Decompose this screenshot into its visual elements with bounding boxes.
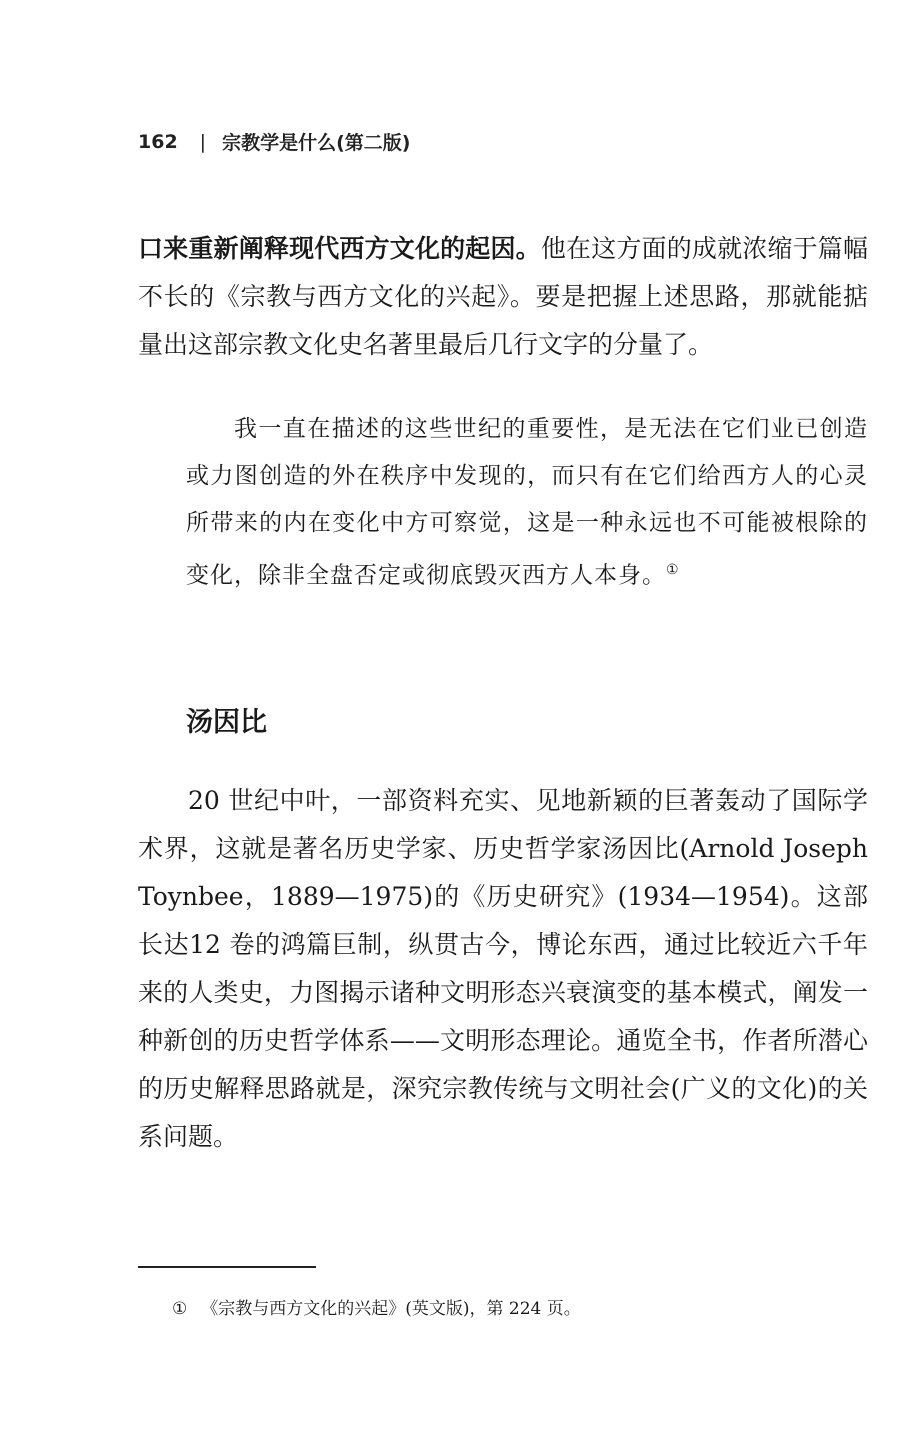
section-heading: 汤因比	[186, 707, 267, 738]
header-separator: |	[199, 130, 207, 153]
footnote-text: 《宗教与西方文化的兴起》(英文版)，第 224 页。	[201, 1299, 581, 1319]
body-paragraph-1	[138, 225, 868, 369]
block-quote	[186, 406, 868, 600]
page-number: 162	[138, 130, 178, 153]
running-header	[138, 128, 410, 155]
body-paragraph-2: 20 世纪中叶，一部资料充实、见地新颖的巨著轰动了国际学术界，这就是著名历史学家、历史哲学家汤因比(Arnold Joseph Toynbee，1889—1975)的《历史研究》(1934—1954)。这部长达12 卷的鸿篇巨制，纵贯古今，博论东西，通过比较近六千年来的人类史，力图揭示诸种文明形态兴衰演变的基本模式，阐发一种新创的历史哲学体系——文明形态理论。通览全书，作者所潜心的历史解释思路就是，深究宗教传统与文明社会(广义的文化)的关系问题。	[138, 786, 868, 1151]
book-title: 宗教学是什么(第二版)	[222, 132, 411, 154]
footnote-reference[interactable]: ①	[666, 562, 680, 578]
footnote-divider	[138, 1266, 316, 1268]
paragraph-text: 他在这方面的成就浓缩于篇幅不长的《宗教与西方文化的兴起》。要是把握上述思路，那就能掂量出这部宗教文化史名著里最后几行文字的分量了。	[138, 234, 868, 359]
quote-text: 我一直在描述的这些世纪的重要性，是无法在它们业已创造或力图创造的外在秩序中发现的，而只有在它们给西方人的心灵所带来的内在变化中方可察觉，这是一种永远也不可能被根除的变化，除非全盘否定或彻底毁灭西方人本身。	[186, 416, 868, 589]
footnote-mark: ①	[172, 1299, 188, 1319]
paragraph-bold-lead: 口来重新阐释现代西方文化的起因。	[138, 234, 541, 263]
footnote	[172, 1294, 581, 1319]
